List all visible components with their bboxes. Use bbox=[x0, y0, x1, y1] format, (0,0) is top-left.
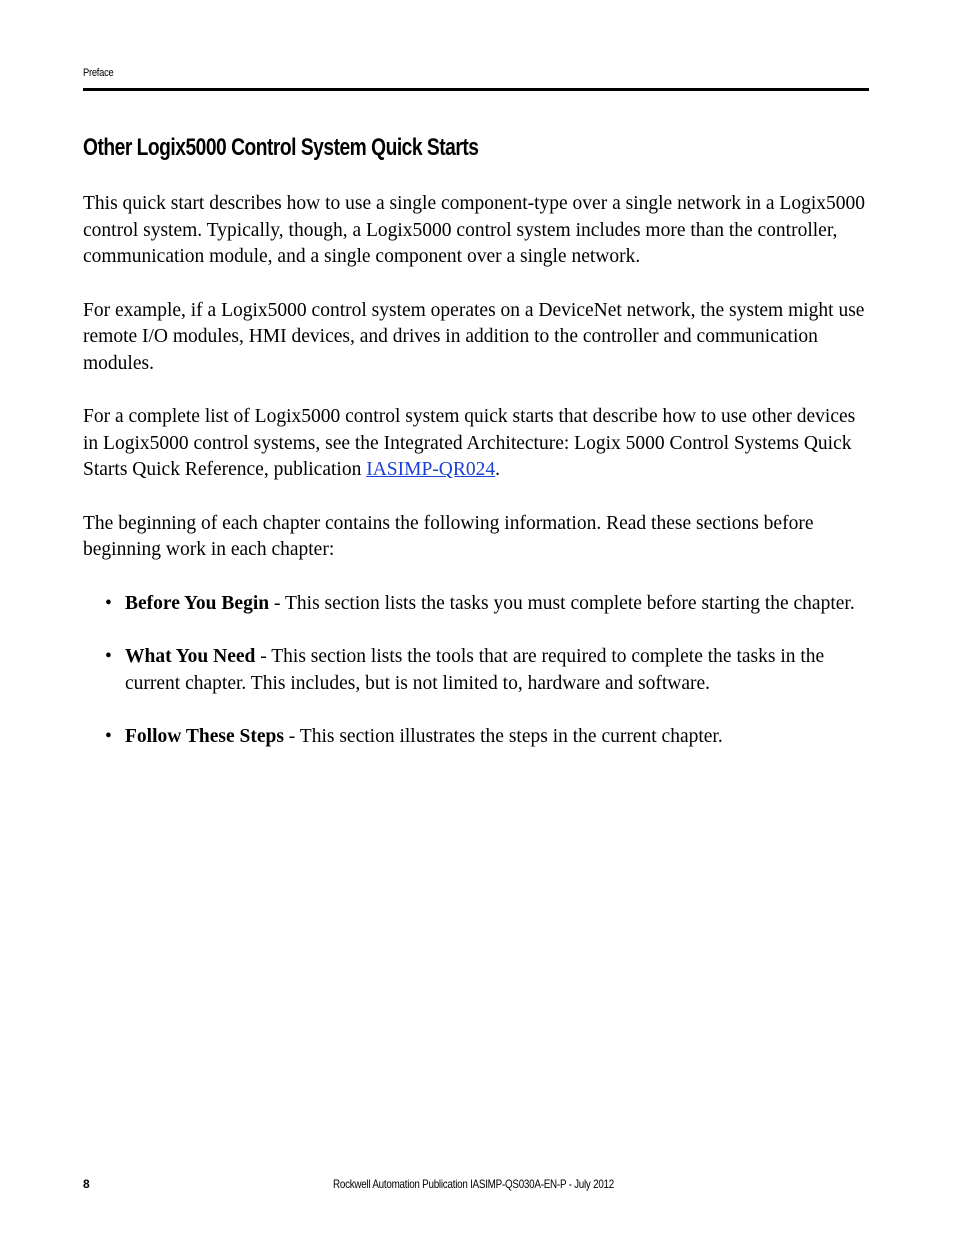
body-text bbox=[83, 191, 873, 778]
bullet-icon: • bbox=[105, 646, 112, 667]
bullet-term: Before You Begin bbox=[125, 592, 270, 614]
bullet-icon: • bbox=[105, 592, 112, 614]
header-rule bbox=[83, 88, 869, 91]
running-header: Preface bbox=[83, 67, 114, 79]
bullet-text: - This section illustrates the steps in the current chapter. bbox=[283, 726, 723, 747]
bullet-icon: • bbox=[105, 726, 112, 747]
paragraph-reference-text: For a complete list of Logix5000 control system quick starts that describe how to use other devices in Logix5000 control systems, see the Integrated Architecture: Logix 5000 Control Systems Quick Starts Quick Reference, publication bbox=[83, 406, 856, 480]
list-item bbox=[83, 724, 873, 751]
bullet-text: - This section lists the tools that are required to complete the tasks in the current chapter. This includes, but is not limited to, hardware and software. bbox=[125, 646, 825, 694]
paragraph-example: For example, if a Logix5000 control system operates on a DeviceNet network, the system might use remote I/O modules, HMI devices, and drives in addition to the controller and communication modules. bbox=[83, 299, 865, 374]
list-item bbox=[83, 591, 873, 618]
bullet-term: Follow These Steps bbox=[125, 726, 284, 747]
list-item bbox=[83, 644, 873, 697]
bullet-term: What You Need bbox=[125, 646, 256, 667]
page-number: 8 bbox=[83, 1177, 90, 1191]
paragraph-reference bbox=[83, 404, 873, 484]
footer-publication: Rockwell Automation Publication IASIMP-QS030A-EN-P - July 2012 bbox=[333, 1177, 615, 1191]
chapter-sections-list bbox=[83, 591, 873, 751]
publication-link[interactable]: IASIMP-QR024 bbox=[366, 459, 496, 480]
paragraph-chapter-info: The beginning of each chapter contains the following information. Read these sections before beginning work in each chapter: bbox=[83, 512, 814, 560]
paragraph-reference-end: . bbox=[495, 459, 501, 480]
bullet-text: - This section lists the tasks you must complete before starting the chapter. bbox=[269, 592, 855, 614]
paragraph-intro: This quick start describes how to use a single component-type over a single network in a Logix5000 control system. Typically, though, a Logix5000 control system includes more than the controller, communication module, and a single component over a single network. bbox=[83, 193, 865, 267]
section-title: Other Logix5000 Control System Quick Starts bbox=[83, 134, 479, 161]
